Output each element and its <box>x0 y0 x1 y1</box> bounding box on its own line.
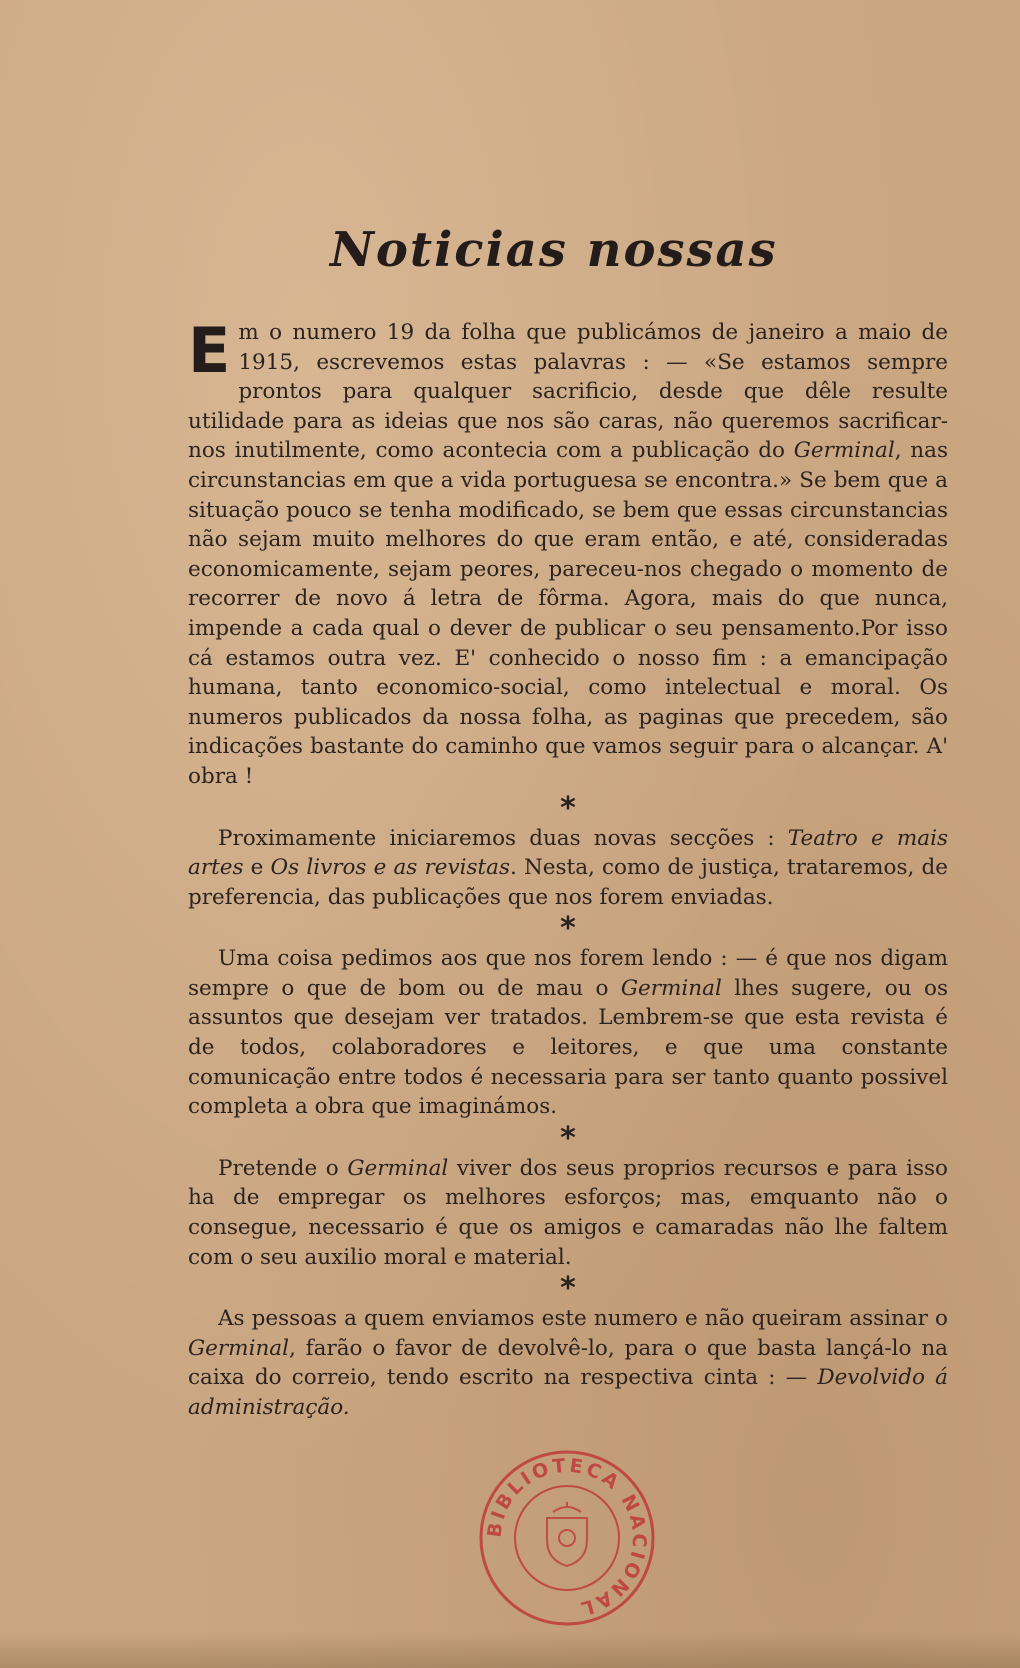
paragraph-2-text-c: . Nesta, como de justiça, trataremos, de preferencia, das publicações que nos forem enviadas. <box>188 855 948 910</box>
paragraph-3-text-b: lhes sugere, ou os assuntos que desejam ver tratados. Lembrem-se que esta revista é de todos, colaboradores e leitores, e que uma constante comunicação entre todos é necessaria para ser tanto quanto possivel completa a obra que imaginámos. <box>188 975 948 1120</box>
paragraph-2-emphasis-a: Teatro e mais artes <box>188 825 948 881</box>
paragraph-5-text-a: As pessoas a quem enviamos este numero e não queiram assinar o <box>218 1306 948 1332</box>
paragraph-2-text-a: Proximamente iniciaremos duas novas secções : <box>218 825 788 851</box>
paragraph-4-text-a: Pretende o <box>218 1155 348 1181</box>
paragraph-1-emphasis: Germinal <box>793 438 895 464</box>
svg-text:BIBLIOTECA NACIONAL: BIBLIOTECA NACIONAL <box>483 1454 651 1621</box>
paragraph-1-text-a: m o numero 19 da folha que publicámos de janeiro a maio de 1915, escrevemos estas palavras : — «Se estamos sempre prontos para qualquer sacrificio, desde que dêle resulte utilidade para as ideias que nos são caras, não queremos sacrificar-nos inutilmente, como acontecia com a publicação do <box>188 320 948 464</box>
separator-asterisk: * <box>560 790 576 826</box>
separator-asterisk: * <box>560 1120 576 1156</box>
paragraph-2-emphasis-b: Os livros e as revistas <box>270 855 511 881</box>
paragraph-2-text-b: e <box>243 855 271 881</box>
paragraph-5-text-b: , farão o favor de devolvê-lo, para o que basta lançá-lo na caixa do correio, tendo escrito na respectiva cinta : — <box>188 1335 948 1391</box>
separator-asterisk: * <box>560 1271 576 1307</box>
paragraph-5-emphasis-a: Germinal <box>188 1335 289 1361</box>
separator-asterisk: * <box>560 911 576 947</box>
paragraph-3-text-a: Uma coisa pedimos aos que nos forem lendo : — é que nos digam sempre o que de bom ou de mau o <box>188 946 948 1001</box>
paragraph-1-text-b: , nas circunstancias em que a vida portuguesa se encontra.» Se bem que a situação pouco se tenha modificado, se bem que essas circunstancias não sejam muito melhores do que eram então, e até, consideradas economicamente, sejam peores, pareceu-nos chegado o momento de recorrer de novo á letra de fôrma. Agora, mais do que nunca, impende a cada qual o dever de publicar o seu pensamento.Por isso cá estamos outra vez. E' conhecido o nosso fim : a emancipação humana, tanto economico-social, como intelectual e moral. Os numeros publicados da nossa folha, as paginas que precedem, são indicações bastante do caminho que vamos seguir para o alcançar. A' obra ! <box>188 438 948 789</box>
article-body <box>188 314 948 1423</box>
library-stamp <box>477 1448 657 1628</box>
page-edge-shadow <box>0 1632 1020 1668</box>
paragraph-3-emphasis: Germinal <box>620 975 722 1001</box>
stamp-seal-icon <box>477 1448 657 1628</box>
paragraph-4 <box>188 1154 948 1272</box>
paragraph-5 <box>188 1304 948 1422</box>
paragraph-5-emphasis-b: Devolvido á administração. <box>188 1365 948 1420</box>
paragraph-1 <box>188 314 948 792</box>
article-title: Noticias nossas <box>330 222 778 278</box>
paragraph-4-text-b: viver dos seus proprios recursos e para isso ha de empregar os melhores esforços; mas, emquanto não o consegue, necessario é que os amigos e camaradas não lhe faltem com o seu auxilio moral e material. <box>188 1155 948 1270</box>
paragraph-3 <box>188 944 948 1122</box>
paragraph-4-emphasis: Germinal <box>347 1155 449 1181</box>
paragraph-2 <box>188 824 948 913</box>
drop-cap: E <box>188 314 231 387</box>
